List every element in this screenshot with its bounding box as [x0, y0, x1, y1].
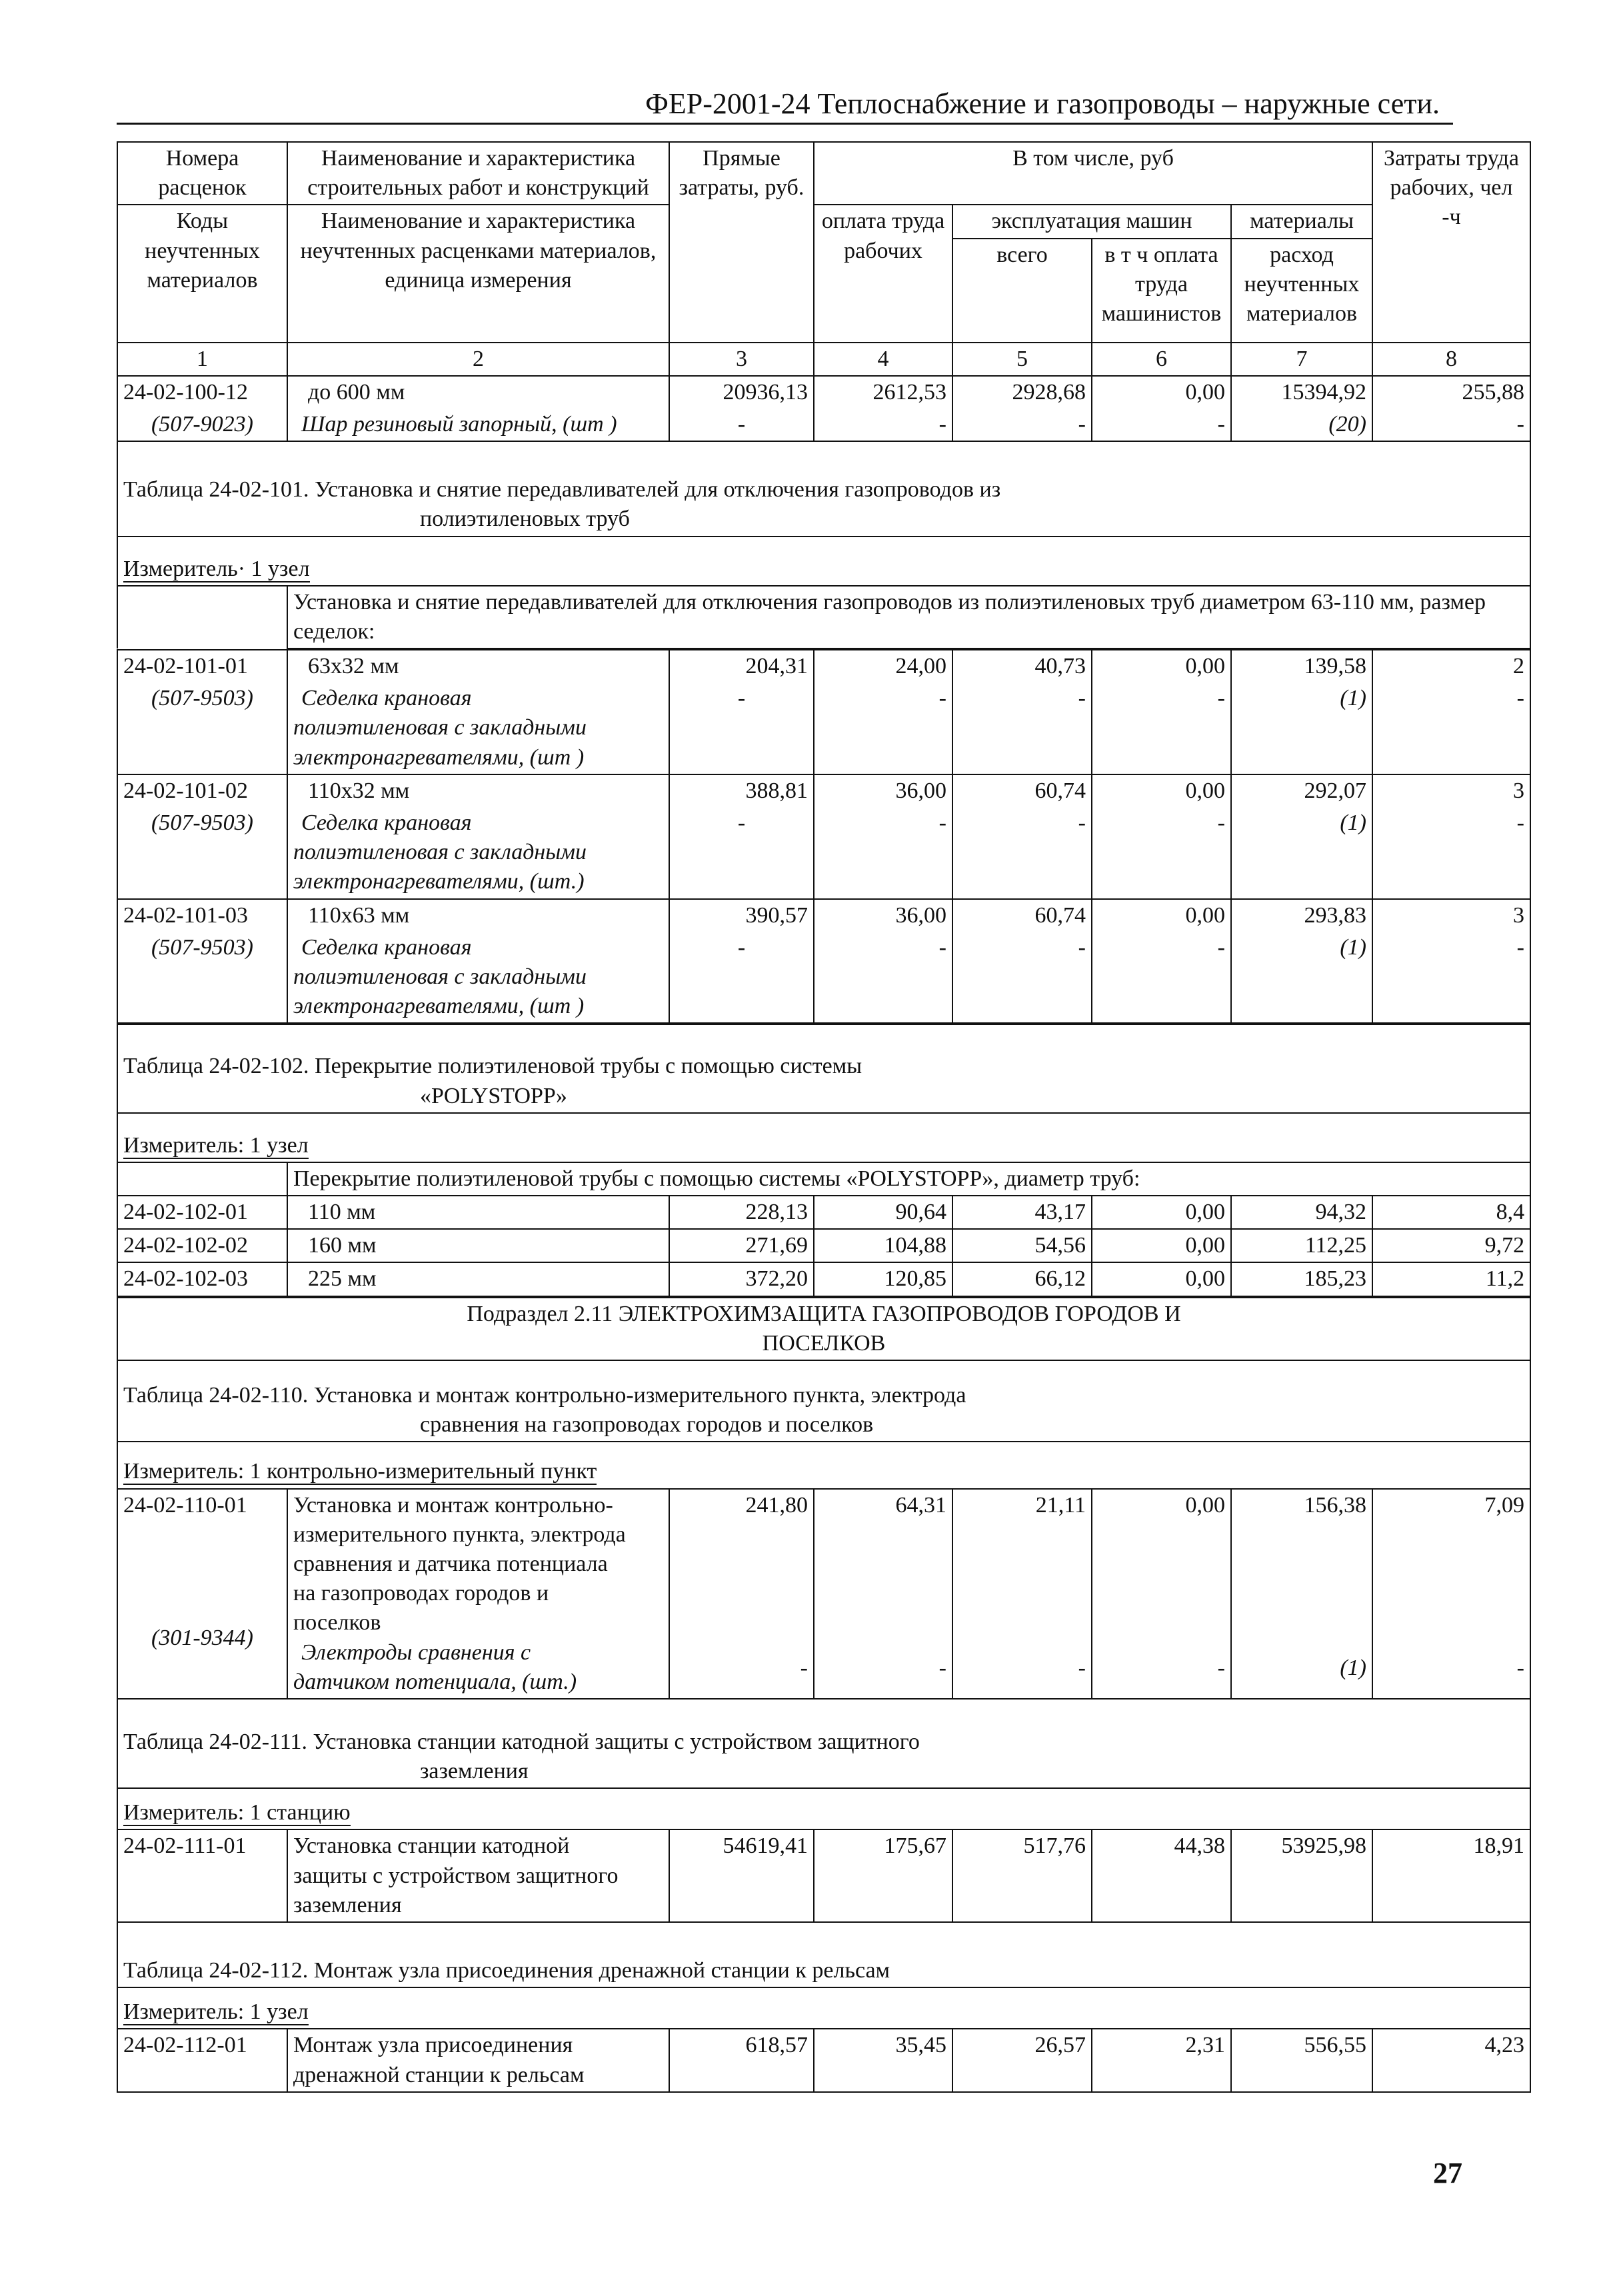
- machinists-cost: 0,00 -: [1092, 1489, 1231, 1699]
- material-qty: (20): [1231, 409, 1372, 441]
- rates-document: [117, 141, 1530, 2093]
- hdr-name-bottom: Наименование и характеристика неучтенных расценками материалов, единица измерения: [287, 205, 669, 342]
- direct-cost: 618,57: [669, 2029, 814, 2091]
- table-title: Установка и снятие передавливателей для отключения газопроводов из: [315, 477, 1001, 503]
- col-number: 6: [1092, 343, 1231, 376]
- meter-row: [117, 1113, 1530, 1162]
- group-row: [117, 1162, 1530, 1196]
- table-caption-row: [117, 1024, 1530, 1112]
- machines-cost: 517,76: [952, 1829, 1092, 1922]
- table-caption-row: [117, 1699, 1530, 1788]
- dash: -: [669, 807, 814, 899]
- rates-table-101-rows: [117, 649, 1531, 1024]
- table-title: Установка станции катодной защиты с устройством защитного: [313, 1729, 920, 1754]
- rate-name: [287, 2029, 669, 2091]
- meter: [117, 1788, 1530, 1829]
- meter-text: Измеритель· 1 узел: [123, 556, 310, 581]
- table-title-cont: «POLYSTOPP»: [420, 1083, 567, 1108]
- rate-name: [287, 1489, 669, 1699]
- rate-name-line: поселков: [293, 1610, 381, 1636]
- col-number: 8: [1372, 343, 1530, 376]
- rate-name: 110х63 мм: [287, 899, 669, 932]
- wages-cost: 120,85: [814, 1262, 952, 1296]
- material-row: [117, 807, 1530, 899]
- material-name: [287, 932, 669, 1024]
- machines-cost: 60,74: [952, 899, 1092, 932]
- hdr-codes-top: Номера расценок: [117, 142, 287, 205]
- dash: -: [814, 807, 952, 899]
- table-row: [117, 1489, 1530, 1699]
- hdr-group: В том числе, руб: [814, 142, 1372, 205]
- material-row: [117, 682, 1530, 774]
- materials-cost: 94,32: [1231, 1196, 1372, 1229]
- labor-cost: 7,09 -: [1372, 1489, 1530, 1699]
- labor-cost: 8,4: [1372, 1196, 1530, 1229]
- table-caption: [117, 441, 1530, 536]
- hdr-machines: эксплуатация машин: [952, 205, 1231, 238]
- rate-name-line: Установка и монтаж контрольно-: [293, 1492, 613, 1518]
- hdr-machinists: в т ч оплата труда машинистов: [1092, 239, 1231, 343]
- hdr-labor: Затраты труда рабочих, чел -ч: [1372, 142, 1530, 343]
- material-name-line: Электроды сравнения с: [301, 1640, 531, 1665]
- table-caption-row: [117, 441, 1530, 536]
- direct-cost: 241,80 -: [669, 1489, 814, 1699]
- meter: [117, 1987, 1530, 2029]
- table-row: [117, 650, 1530, 682]
- table-row: [117, 2029, 1530, 2091]
- material-code: (507-9503): [117, 932, 287, 1024]
- materials-cost: 139,58: [1231, 650, 1372, 682]
- materials-cost: 293,83: [1231, 899, 1372, 932]
- hdr-wages: оплата труда рабочих: [814, 205, 952, 342]
- table-title-cont: полиэтиленовых труб: [420, 507, 630, 532]
- dash: -: [1372, 932, 1530, 1024]
- table-caption: [117, 1360, 1530, 1442]
- labor-cost: 3: [1372, 899, 1530, 932]
- materials-cost: 156,38 (1): [1231, 1489, 1372, 1699]
- rate-code: 24-02-102-02: [117, 1229, 287, 1262]
- rate-name-line: защиты с устройством защитного: [293, 1863, 619, 1888]
- group-title: Перекрытие полиэтиленовой трубы с помощью системы «POLYSTOPP», диаметр труб:: [287, 1162, 1530, 1196]
- wages-cost: 36,00: [814, 774, 952, 807]
- hdr-materials: материалы: [1231, 205, 1372, 238]
- direct-cost: 271,69: [669, 1229, 814, 1262]
- meter-text: Измеритель: 1 узел: [123, 1132, 309, 1158]
- table-title-cont: сравнения на газопроводах городов и поселков: [420, 1412, 874, 1438]
- table-row: [117, 899, 1530, 932]
- wages-cost: 64,31 -: [814, 1489, 952, 1699]
- table-title: Перекрытие полиэтиленовой трубы с помощью системы: [315, 1054, 862, 1079]
- hdr-codes-bottom: Коды неучтенных материалов: [117, 205, 287, 342]
- col-number: 2: [287, 343, 669, 376]
- machinists-cost: 0,00: [1092, 899, 1231, 932]
- wages-cost: 35,45: [814, 2029, 952, 2091]
- wages-cost: 104,88: [814, 1229, 952, 1262]
- material-name: [287, 682, 669, 774]
- col-number: 5: [952, 343, 1092, 376]
- wages-cost: 90,64: [814, 1196, 952, 1229]
- dash: -: [1092, 682, 1231, 774]
- rate-name-line: на газопроводах городов и: [293, 1581, 549, 1606]
- rate-name-line: измерительного пункта, электрода: [293, 1522, 626, 1547]
- section-title-cont: ПОСЕЛКОВ: [762, 1330, 886, 1356]
- direct-cost: 372,20: [669, 1262, 814, 1296]
- rate-name-line: заземления: [293, 1892, 402, 1917]
- rate-name: 63х32 мм: [287, 650, 669, 682]
- material-name-line: полиэтиленовая с закладными: [293, 964, 587, 989]
- col-number: 7: [1231, 343, 1372, 376]
- material-name-line: Седелка крановая: [301, 686, 472, 711]
- labor-cost: 11,2: [1372, 1262, 1530, 1296]
- table-title: Установка и монтаж контрольно-измерительного пункта, электрода: [313, 1383, 966, 1408]
- column-numbers-row: [117, 343, 1530, 376]
- machines-cost: 26,57: [952, 2029, 1092, 2091]
- meter: [117, 1442, 1530, 1488]
- materials-cost: 112,25: [1231, 1229, 1372, 1262]
- rate-name: [287, 1829, 669, 1922]
- hdr-machines-total: всего: [952, 239, 1092, 343]
- dash: -: [952, 807, 1092, 899]
- rate-code: 24-02-111-01: [117, 1829, 287, 1922]
- document-title: ФЕР-2001-24 Теплоснабжение и газопроводы – наружные сети.: [645, 87, 1440, 120]
- dash: -: [669, 932, 814, 1024]
- dash: -: [814, 409, 952, 441]
- rate-name-line: Установка станции катодной: [293, 1833, 570, 1859]
- machines-cost: 60,74: [952, 774, 1092, 807]
- meter: [117, 537, 1530, 586]
- document-header: [117, 88, 1453, 125]
- page-number: 27: [1433, 2157, 1462, 2189]
- rate-code: 24-02-101-03: [117, 899, 287, 932]
- material-name: [287, 807, 669, 899]
- col-number: 4: [814, 343, 952, 376]
- meter: [117, 1113, 1530, 1162]
- col-number: 1: [117, 343, 287, 376]
- wages-cost: 175,67: [814, 1829, 952, 1922]
- machines-cost: 54,56: [952, 1229, 1092, 1262]
- rate-code: 24-02-100-12: [117, 376, 287, 409]
- dash: -: [669, 682, 814, 774]
- direct-cost: 388,81: [669, 774, 814, 807]
- wages-cost: 24,00: [814, 650, 952, 682]
- rate-name-line: Монтаж узла присоединения: [293, 2033, 573, 2058]
- material-row: [117, 409, 1530, 441]
- rate-name: 225 мм: [287, 1262, 669, 1296]
- group-title: Установка и снятие передавливателей для отключения газопроводов из полиэтиленовых труб диаметром 63-110 мм, размер седелок:: [287, 586, 1530, 648]
- col-number: 3: [669, 343, 814, 376]
- table-row: [117, 1262, 1530, 1296]
- hdr-direct: Прямые затраты, руб.: [669, 142, 814, 343]
- dash: -: [1372, 807, 1530, 899]
- table-caption: [117, 1922, 1530, 1987]
- material-code: (507-9503): [117, 807, 287, 899]
- material-qty: (1): [1231, 807, 1372, 899]
- dash: -: [814, 682, 952, 774]
- table-number: Таблица 24-02-111.: [123, 1729, 308, 1754]
- machinists-cost: 0,00: [1092, 1196, 1231, 1229]
- meter-text: Измеритель: 1 станцию: [123, 1800, 351, 1825]
- material-name-line: полиэтиленовая с закладными: [293, 840, 587, 865]
- table-caption-row: [117, 1922, 1530, 1987]
- dash: -: [669, 409, 814, 441]
- material-name-line: Седелка крановая: [301, 934, 472, 960]
- rate-name: 160 мм: [287, 1229, 669, 1262]
- section-row: [117, 1298, 1530, 1360]
- rates-table: [117, 141, 1531, 649]
- labor-cost: 4,23: [1372, 2029, 1530, 2091]
- machinists-cost: 0,00: [1092, 774, 1231, 807]
- material-name-line: электронагревателями, (шт.): [293, 869, 585, 894]
- labor-cost: 3: [1372, 774, 1530, 807]
- rate-name: до 600 мм: [287, 376, 669, 409]
- dash: -: [1372, 682, 1530, 774]
- material-name-line: электронагревателями, (шт ): [293, 744, 585, 770]
- table-row: [117, 376, 1530, 409]
- table-caption: [117, 1699, 1530, 1788]
- rate-name: 110 мм: [287, 1196, 669, 1229]
- material-name-line: Седелка крановая: [301, 810, 472, 835]
- material-code: (507-9503): [117, 682, 287, 774]
- direct-cost: 228,13: [669, 1196, 814, 1229]
- machines-cost: 43,17: [952, 1196, 1092, 1229]
- material-code: (507-9023): [117, 409, 287, 441]
- machinists-cost: 0,00: [1092, 650, 1231, 682]
- machines-cost: 40,73: [952, 650, 1092, 682]
- table-caption: [117, 1024, 1530, 1112]
- material-qty: (1): [1231, 682, 1372, 774]
- meter-row: [117, 1788, 1530, 1829]
- dash: -: [1092, 932, 1231, 1024]
- header-row: [117, 142, 1530, 205]
- dash: -: [1092, 409, 1231, 441]
- rate-code: 24-02-102-03: [117, 1262, 287, 1296]
- meter-row: [117, 537, 1530, 586]
- labor-cost: 18,91: [1372, 1829, 1530, 1922]
- machinists-cost: 0,00: [1092, 1262, 1231, 1296]
- table-row: [117, 1196, 1530, 1229]
- dash: -: [1372, 409, 1530, 441]
- machinists-cost: 2,31: [1092, 2029, 1231, 2091]
- machinists-cost: 0,00: [1092, 376, 1231, 409]
- materials-cost: 292,07: [1231, 774, 1372, 807]
- materials-cost: 53925,98: [1231, 1829, 1372, 1922]
- labor-cost: 9,72: [1372, 1229, 1530, 1262]
- rate-code: [117, 1489, 287, 1699]
- material-name-line: электронагревателями, (шт ): [293, 994, 585, 1019]
- section-heading: [117, 1298, 1530, 1360]
- machines-cost: 21,11 -: [952, 1489, 1092, 1699]
- table-row: [117, 1229, 1530, 1262]
- dash: -: [1092, 807, 1231, 899]
- dash: -: [952, 932, 1092, 1024]
- dash: -: [952, 682, 1092, 774]
- table-number: Таблица 24-02-112.: [123, 1958, 309, 1983]
- group-row: [117, 586, 1530, 648]
- meter-text: Измеритель: 1 контрольно-измерительный пункт: [123, 1459, 597, 1484]
- rate-code: 24-02-102-01: [117, 1196, 287, 1229]
- section-and-tables: [117, 1297, 1531, 2093]
- rate-name: 110х32 мм: [287, 774, 669, 807]
- direct-cost: 20936,13: [669, 376, 814, 409]
- machines-cost: 2928,68: [952, 376, 1092, 409]
- rate-name-line: дренажной станции к рельсам: [293, 2062, 585, 2087]
- material-row: [117, 932, 1530, 1024]
- rate-name-line: сравнения и датчика потенциала: [293, 1551, 608, 1576]
- machinists-cost: 0,00: [1092, 1229, 1231, 1262]
- material-code: (301-9344): [151, 1625, 253, 1650]
- wages-cost: 36,00: [814, 899, 952, 932]
- labor-cost: 2: [1372, 650, 1530, 682]
- section-title: Подраздел 2.11 ЭЛЕКТРОХИМЗАЩИТА ГАЗОПРОВОДОВ ГОРОДОВ И: [467, 1301, 1181, 1326]
- header-row: [117, 205, 1530, 238]
- rate-code: 24-02-112-01: [117, 2029, 287, 2091]
- material-qty: (1): [1231, 932, 1372, 1024]
- machines-cost: 66,12: [952, 1262, 1092, 1296]
- materials-cost: 185,23: [1231, 1262, 1372, 1296]
- wages-cost: 2612,53: [814, 376, 952, 409]
- table-number: Таблица 24-02-110.: [123, 1383, 309, 1408]
- rates-table-102: [117, 1024, 1531, 1296]
- table-title: Монтаж узла присоединения дренажной станции к рельсам: [313, 1958, 890, 1983]
- table-caption-row: [117, 1360, 1530, 1442]
- hdr-name-top: Наименование и характеристика строительных работ и конструкций: [287, 142, 669, 205]
- dash: -: [814, 932, 952, 1024]
- dash: -: [952, 409, 1092, 441]
- meter-row: [117, 1987, 1530, 2029]
- table-number: Таблица 24-02-101.: [123, 477, 309, 503]
- table-row: [117, 774, 1530, 807]
- meter-text: Измеритель: 1 узел: [123, 1999, 309, 2025]
- machinists-cost: 44,38: [1092, 1829, 1231, 1922]
- rate-code: 24-02-101-02: [117, 774, 287, 807]
- material-name-line: датчиком потенциала, (шт.): [293, 1669, 577, 1694]
- meter-row: [117, 1442, 1530, 1488]
- material-name-line: полиэтиленовая с закладными: [293, 715, 587, 740]
- materials-cost: 556,55: [1231, 2029, 1372, 2091]
- direct-cost: 54619,41: [669, 1829, 814, 1922]
- table-number: Таблица 24-02-102.: [123, 1054, 309, 1079]
- labor-cost: 255,88: [1372, 376, 1530, 409]
- rate-code-text: 24-02-110-01: [123, 1492, 247, 1518]
- table-row: [117, 1829, 1530, 1922]
- hdr-materials-use: расход неучтенных материалов: [1231, 239, 1372, 343]
- direct-cost: 204,31: [669, 650, 814, 682]
- materials-cost: 15394,92: [1231, 376, 1372, 409]
- rate-code: 24-02-101-01: [117, 650, 287, 682]
- material-name: Шар резиновый запорный, (шт ): [287, 409, 669, 441]
- table-title-cont: заземления: [420, 1759, 529, 1784]
- direct-cost: 390,57: [669, 899, 814, 932]
